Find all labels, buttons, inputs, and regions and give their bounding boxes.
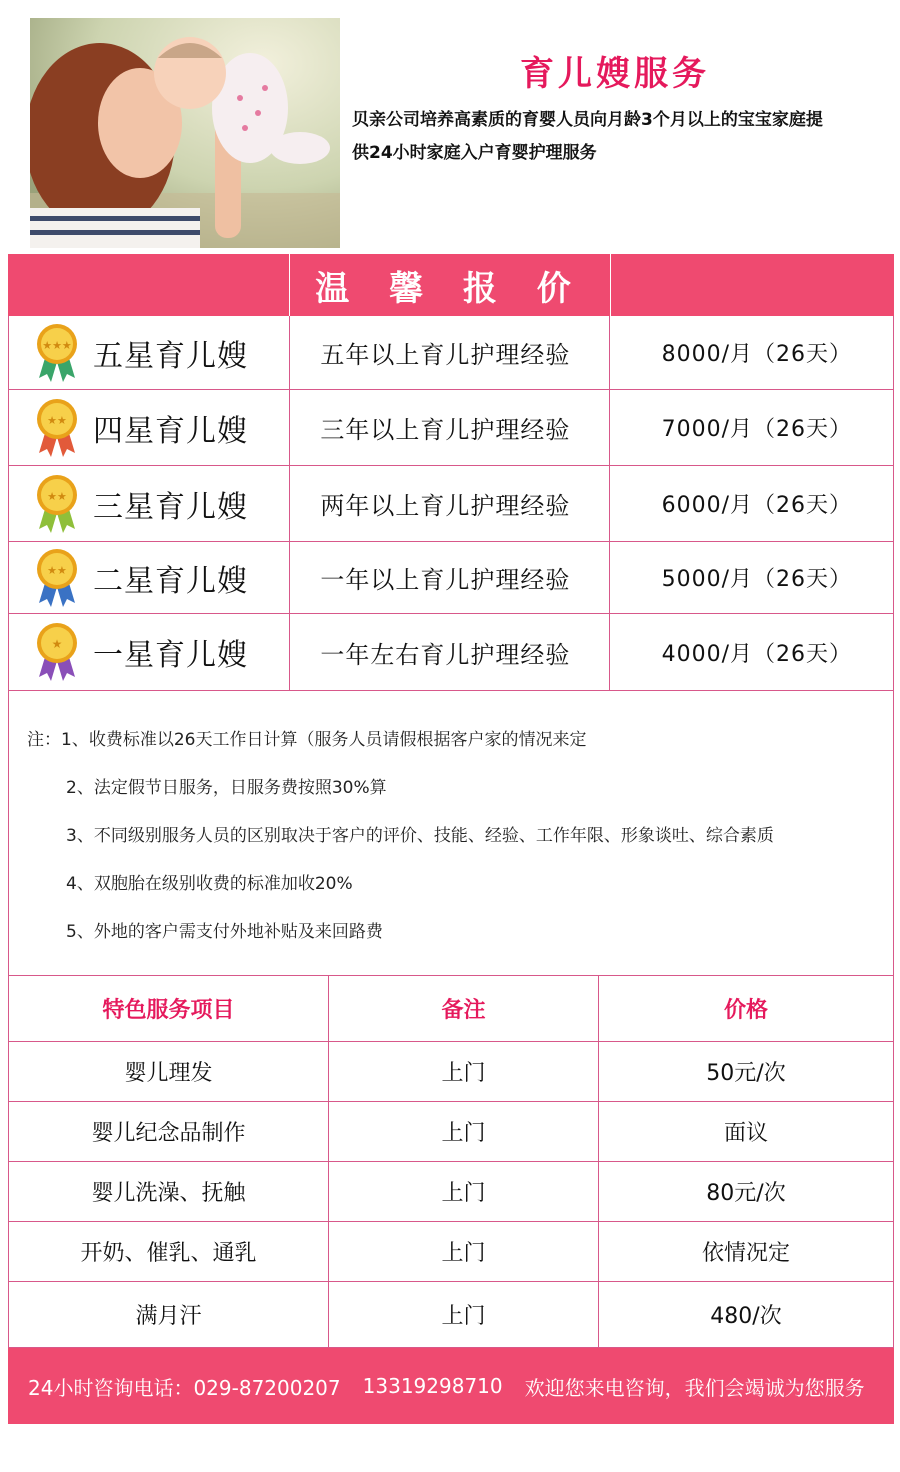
price-table-header: [8, 254, 894, 316]
rank-experience: 五年以上育儿护理经验: [320, 341, 571, 369]
service-price: 面议: [723, 1121, 768, 1146]
gold-medal-icon: [35, 547, 79, 609]
experience-cell: [290, 542, 609, 613]
service-description: [352, 104, 872, 170]
price-row: [8, 542, 894, 614]
service-name: 婴儿理发: [9, 1042, 329, 1101]
services-header-item: 特色服务项目: [9, 976, 329, 1041]
svg-text:★: ★: [51, 637, 63, 651]
service-row: [8, 1042, 894, 1102]
service-remark: 上门: [329, 1222, 599, 1281]
price-row: [8, 466, 894, 542]
service-row: [8, 1222, 894, 1282]
description-line-2: 供24小时家庭入户育婴护理服务: [352, 143, 597, 163]
header-blank-cell: [611, 254, 894, 316]
experience-cell: [290, 316, 609, 389]
note-line: 2、法定假节日服务，日服务费按照30%算: [66, 778, 387, 798]
gold-medal-icon: [35, 397, 79, 459]
service-name: 开奶、催乳、通乳: [9, 1222, 329, 1281]
experience-cell: [290, 390, 609, 465]
rank-cell: [9, 466, 290, 541]
rank-name: 二星育儿嫂: [93, 563, 248, 599]
price-row: [8, 390, 894, 466]
rank-cell: [9, 614, 290, 690]
service-row: [8, 1102, 894, 1162]
rank-price: 4000/月（26天）: [661, 641, 853, 667]
page-title: 育儿嫂服务: [520, 54, 710, 94]
price-table-heading: 温 馨 报 价: [290, 254, 610, 316]
rank-price: 7000/月（26天）: [661, 417, 853, 442]
description-line-1: 贝亲公司培养高素质的育婴人员向月龄3个月以上的宝宝家庭提: [352, 110, 823, 130]
experience-cell: [290, 614, 609, 690]
services-header-price: 价格: [723, 998, 768, 1023]
note-line: 5、外地的客户需支付外地补贴及来回路费: [66, 922, 383, 942]
svg-text:★★: ★★: [47, 413, 67, 427]
service-row: [8, 1282, 894, 1348]
rank-cell: [9, 316, 290, 389]
rank-price: 6000/月（26天）: [661, 493, 853, 518]
service-name: 婴儿洗澡、抚触: [9, 1162, 329, 1221]
service-name: 满月汗: [9, 1282, 329, 1347]
service-remark: 上门: [329, 1102, 599, 1161]
price-cell: [610, 542, 893, 613]
rank-experience: 两年以上育儿护理经验: [320, 492, 571, 520]
price-row: [8, 614, 894, 691]
mobile-number: 13319298710: [362, 1374, 503, 1398]
price-cell: [610, 614, 893, 690]
rank-name: 三星育儿嫂: [93, 489, 248, 525]
service-price: 依情况定: [701, 1241, 790, 1266]
gold-medal-icon: [35, 473, 79, 535]
experience-cell: [290, 466, 609, 541]
note-line: 注：1、收费标准以26天工作日计算（服务人员请假根据客户家的情况来定: [27, 730, 587, 750]
rank-price: 5000/月（26天）: [661, 567, 853, 592]
service-row: [8, 1162, 894, 1222]
price-cell: [610, 390, 893, 465]
mother-baby-photo: [30, 18, 340, 248]
service-price: 80元/次: [706, 1181, 786, 1206]
svg-text:★★: ★★: [47, 489, 67, 503]
price-table: [8, 254, 894, 691]
note-line: 3、不同级别服务人员的区别取决于客户的评价、技能、经验、工作年限、形象谈吐、综合素质: [66, 826, 774, 846]
rank-name: 四星育儿嫂: [93, 413, 248, 449]
price-cell: [610, 466, 893, 541]
svg-text:★★★: ★★★: [42, 338, 72, 352]
service-price: 50元/次: [706, 1061, 786, 1086]
service-price: 480/次: [710, 1304, 782, 1329]
price-cell: [610, 316, 893, 389]
gold-medal-icon: [35, 621, 79, 683]
phone-label: 24小时咨询电话：029-87200207: [28, 1375, 341, 1400]
gold-medal-icon: [35, 322, 79, 384]
rank-experience: 一年左右育儿护理经验: [320, 640, 571, 669]
service-remark: 上门: [329, 1042, 599, 1101]
rank-experience: 三年以上育儿护理经验: [320, 416, 571, 444]
rank-cell: [9, 542, 290, 613]
price-row: [8, 316, 894, 390]
rank-name: 一星育儿嫂: [93, 638, 248, 673]
service-name: 婴儿纪念品制作: [9, 1102, 329, 1161]
special-services-table: [8, 976, 894, 1348]
rank-experience: 一年以上育儿护理经验: [320, 566, 571, 594]
services-header-row: [8, 976, 894, 1042]
service-remark: 上门: [329, 1282, 599, 1347]
services-header-remark: 备注: [329, 976, 599, 1041]
rank-price: 8000/月（26天）: [661, 342, 853, 367]
rank-name: 五星育儿嫂: [93, 338, 248, 374]
rank-cell: [9, 390, 290, 465]
service-remark: 上门: [329, 1162, 599, 1221]
svg-text:★★: ★★: [47, 563, 67, 577]
footer-message: 欢迎您来电咨询，我们会竭诚为您服务: [524, 1375, 865, 1400]
note-line: 4、双胞胎在级别收费的标准加收20%: [66, 874, 353, 894]
notes-section: [8, 687, 894, 976]
header-blank-cell: [8, 254, 290, 316]
contact-footer: [8, 1348, 894, 1424]
